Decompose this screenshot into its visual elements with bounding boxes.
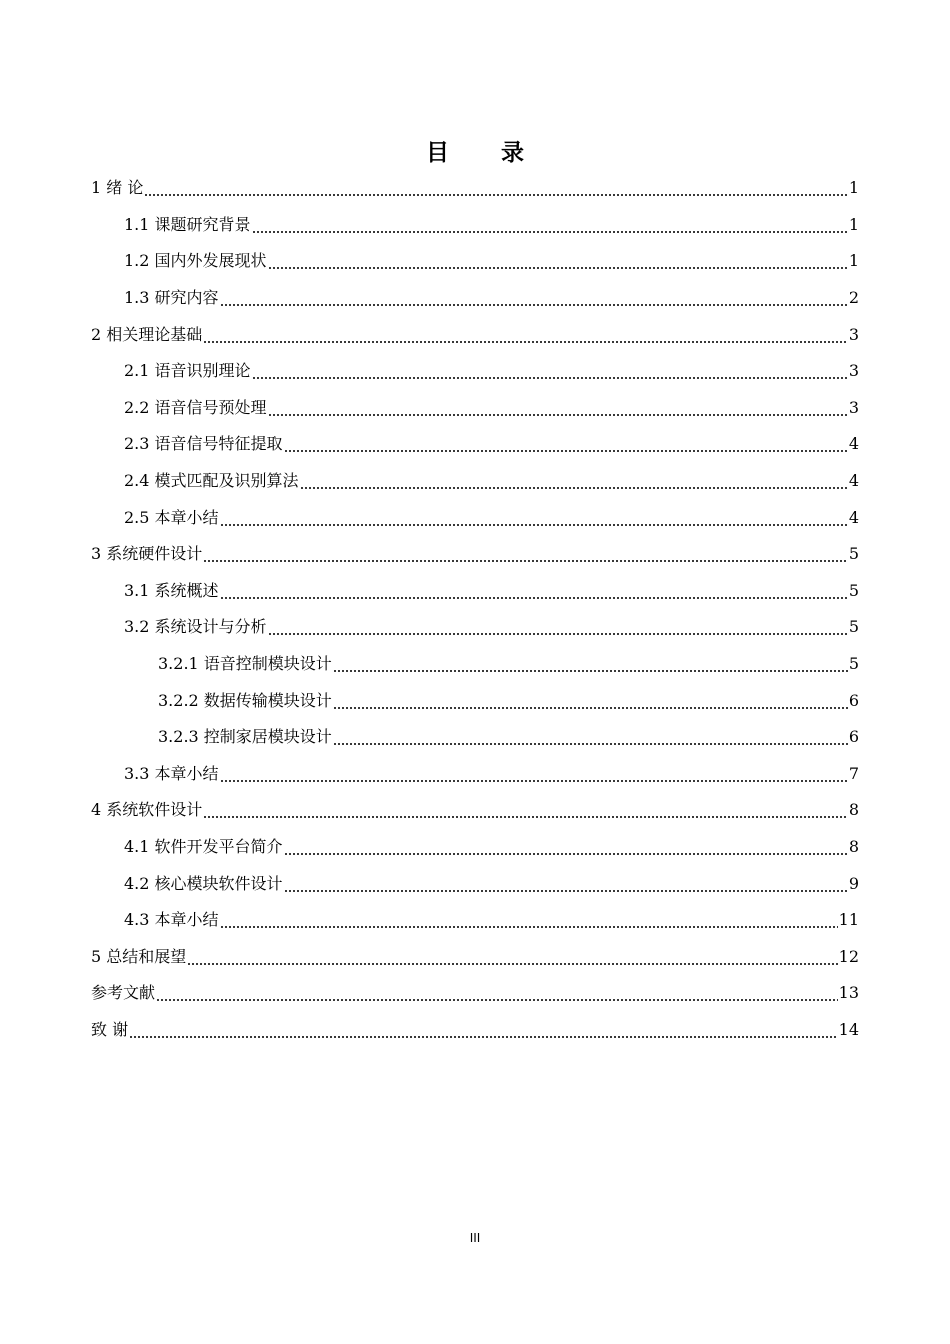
toc-dot-leader bbox=[284, 837, 848, 857]
toc-entry[interactable] bbox=[91, 902, 859, 939]
toc-entry-page: 11 bbox=[838, 910, 859, 930]
toc-entry[interactable] bbox=[91, 353, 859, 390]
toc-dot-leader bbox=[333, 691, 848, 711]
toc-entry-label: 4.1 软件开发平台简介 bbox=[124, 836, 283, 856]
toc-entry-label: 3.2.1 语音控制模块设计 bbox=[158, 654, 332, 674]
toc-entry-label: 3.2.2 数据传输模块设计 bbox=[158, 690, 332, 710]
toc-entry[interactable] bbox=[91, 170, 859, 207]
toc-entry-label: 2.3 语音信号特征提取 bbox=[124, 434, 283, 454]
toc-dot-leader bbox=[203, 544, 848, 564]
toc-entry-page: 5 bbox=[848, 544, 859, 564]
toc-entry-label: 3.2.3 控制家居模块设计 bbox=[158, 727, 332, 747]
toc-entry-page: 4 bbox=[848, 507, 859, 527]
toc-entry-label: 4.3 本章小结 bbox=[124, 910, 219, 930]
toc-entry[interactable] bbox=[91, 573, 859, 610]
toc-dot-leader bbox=[252, 215, 848, 235]
toc-entry-label: 2 相关理论基础 bbox=[91, 324, 203, 344]
toc-dot-leader bbox=[203, 325, 848, 345]
toc-entry[interactable] bbox=[91, 499, 859, 536]
toc-entry-label: 3.2 系统设计与分析 bbox=[124, 617, 267, 637]
toc-entry-page: 3 bbox=[848, 361, 859, 381]
toc-entry[interactable] bbox=[91, 829, 859, 866]
toc-entry-label: 1.1 课题研究背景 bbox=[124, 214, 251, 234]
toc-entry-label: 4.2 核心模块软件设计 bbox=[124, 873, 283, 893]
toc-entry[interactable] bbox=[91, 390, 859, 427]
toc-dot-leader bbox=[252, 361, 848, 381]
toc-dot-leader bbox=[187, 947, 837, 967]
toc-dot-leader bbox=[268, 398, 848, 418]
toc-entry[interactable] bbox=[91, 682, 859, 719]
toc-dot-leader bbox=[220, 910, 838, 930]
toc-entry-page: 3 bbox=[848, 324, 859, 344]
toc-entry-label: 4 系统软件设计 bbox=[91, 800, 203, 820]
toc-entry-label: 3 系统硬件设计 bbox=[91, 544, 203, 564]
toc-entry-page: 12 bbox=[838, 946, 859, 966]
toc-dot-leader bbox=[203, 800, 848, 820]
toc-entry[interactable] bbox=[91, 756, 859, 793]
toc-dot-leader bbox=[284, 434, 848, 454]
toc-entry-page: 8 bbox=[848, 800, 859, 820]
toc-entry[interactable] bbox=[91, 536, 859, 573]
toc-entry-page: 4 bbox=[848, 471, 859, 491]
toc-entry-page: 3 bbox=[848, 397, 859, 417]
toc-entry-label: 2.1 语音识别理论 bbox=[124, 361, 251, 381]
toc-entry-page: 4 bbox=[848, 434, 859, 454]
toc-list bbox=[91, 170, 859, 1048]
toc-entry[interactable] bbox=[91, 207, 859, 244]
toc-entry-page: 5 bbox=[848, 617, 859, 637]
toc-dot-leader bbox=[333, 727, 848, 747]
toc-dot-leader bbox=[156, 983, 838, 1003]
page-number: III bbox=[469, 1231, 481, 1245]
toc-dot-leader bbox=[220, 288, 848, 308]
toc-entry-label: 致 谢 bbox=[91, 1019, 129, 1039]
toc-entry-label: 2.2 语音信号预处理 bbox=[124, 397, 267, 417]
toc-entry-page: 6 bbox=[848, 690, 859, 710]
toc-entry-label: 1.2 国内外发展现状 bbox=[124, 251, 267, 271]
toc-dot-leader bbox=[220, 581, 848, 601]
toc-entry[interactable] bbox=[91, 609, 859, 646]
toc-title: 目 录 bbox=[425, 140, 546, 166]
toc-entry-page: 6 bbox=[848, 727, 859, 747]
toc-entry-page: 2 bbox=[848, 288, 859, 308]
toc-entry-label: 3.1 系统概述 bbox=[124, 580, 219, 600]
toc-entry-page: 7 bbox=[848, 763, 859, 783]
toc-entry-page: 13 bbox=[838, 983, 859, 1003]
toc-dot-leader bbox=[300, 471, 848, 491]
toc-entry-label: 2.4 模式匹配及识别算法 bbox=[124, 471, 299, 491]
toc-entry-page: 9 bbox=[848, 873, 859, 893]
toc-entry[interactable] bbox=[91, 865, 859, 902]
toc-entry[interactable] bbox=[91, 938, 859, 975]
toc-entry[interactable] bbox=[91, 280, 859, 317]
toc-entry[interactable] bbox=[91, 426, 859, 463]
toc-entry-label: 参考文献 bbox=[91, 983, 156, 1003]
toc-entry-page: 5 bbox=[848, 580, 859, 600]
toc-entry-label: 1.3 研究内容 bbox=[124, 288, 219, 308]
toc-entry[interactable] bbox=[91, 1012, 859, 1049]
toc-entry-page: 5 bbox=[848, 654, 859, 674]
toc-entry[interactable] bbox=[91, 316, 859, 353]
toc-dot-leader bbox=[333, 654, 848, 674]
toc-entry[interactable] bbox=[91, 975, 859, 1012]
toc-entry-page: 1 bbox=[848, 251, 859, 271]
toc-entry-label: 2.5 本章小结 bbox=[124, 507, 219, 527]
toc-dot-leader bbox=[220, 764, 848, 784]
toc-entry-label: 3.3 本章小结 bbox=[124, 763, 219, 783]
toc-dot-leader bbox=[284, 874, 848, 894]
toc-dot-leader bbox=[129, 1020, 838, 1040]
toc-entry[interactable] bbox=[91, 646, 859, 683]
toc-dot-leader bbox=[220, 508, 848, 528]
toc-entry-page: 1 bbox=[848, 214, 859, 234]
toc-entry[interactable] bbox=[91, 243, 859, 280]
toc-dot-leader bbox=[268, 617, 848, 637]
toc-dot-leader bbox=[144, 178, 847, 198]
toc-entry-page: 14 bbox=[838, 1019, 859, 1039]
toc-entry-page: 8 bbox=[848, 836, 859, 856]
toc-entry[interactable] bbox=[91, 719, 859, 756]
toc-entry[interactable] bbox=[91, 792, 859, 829]
toc-entry[interactable] bbox=[91, 463, 859, 500]
toc-entry-page: 1 bbox=[848, 178, 859, 198]
toc-dot-leader bbox=[268, 251, 848, 271]
toc-entry-label: 1 绪 论 bbox=[91, 178, 144, 198]
toc-entry-label: 5 总结和展望 bbox=[91, 946, 187, 966]
